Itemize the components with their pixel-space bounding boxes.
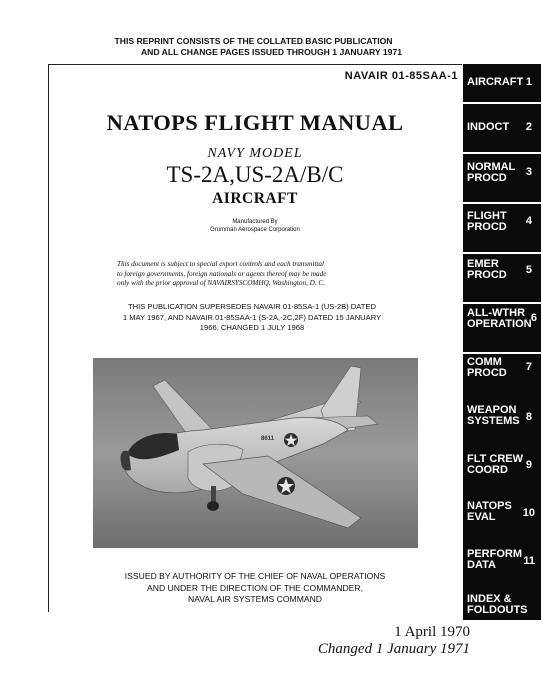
section-tab-number: 4 [525,215,532,227]
supersedes-line3: 1966, CHANGED 1 JULY 1968 [199,323,305,332]
aircraft-model: TS-2A,US-2A/B/C [166,162,344,187]
authority-line3: NAVAL AIR SYSTEMS COMMAND [187,594,323,604]
manufacturer-line2: Grumman Aerospace Corporation [210,226,300,233]
section-tab-label: INDEX & FOLDOUTS [467,593,528,616]
tail-number: 8611 [261,436,275,442]
reprint-notice-line2: AND ALL CHANGE PAGES ISSUED THROUGH 1 JANUARY 1971 [140,47,403,57]
section-tab-label: COMM PROCD [467,356,507,379]
authority-line2: AND UNDER THE DIRECTION OF THE COMMANDER, [147,582,363,593]
aircraft-photo [93,358,418,548]
section-tab-number: 2 [525,121,532,133]
section-tab-9[interactable] [463,450,541,498]
manual-title: NATOPS FLIGHT MANUAL [106,110,404,135]
section-tab-label: INDOCT [467,121,510,133]
reprint-notice [0,36,543,58]
section-tab-label: WEAPON SYSTEMS [467,404,520,427]
manufacturer [48,219,462,234]
section-tab-number: 10 [522,507,535,519]
section-tab-5[interactable] [463,254,541,302]
authority-statement [48,571,462,606]
aircraft-label: AIRCRAFT [212,190,298,207]
section-tab-3[interactable] [463,154,541,202]
section-tab-7[interactable] [463,354,541,402]
section-tab-label: EMER PROCD [467,258,507,281]
section-tab-number: 8 [525,411,532,423]
supersedes-notice [72,302,432,334]
section-tab-label: NORMAL PROCD [467,161,516,184]
reprint-notice-line1: THIS REPRINT CONSISTS OF THE COLLATED BASIC PUBLICATION [114,36,393,46]
section-tab-10[interactable] [463,498,541,546]
export-notice [117,260,417,289]
section-tab-label: PERFORM DATA [467,548,522,571]
issue-date: 1 April 1970 [394,624,470,640]
supersedes-line1: THIS PUBLICATION SUPERSEDES NAVAIR 01-85SA-1 (US-2B) DATED [128,302,376,311]
section-tab-2[interactable] [463,104,541,152]
manufacturer-line1: Manufactured By [232,219,278,225]
section-tab-number: 11 [523,555,535,567]
export-notice-line1: This document is subject to special export controls and each transmittal [117,260,324,268]
section-tab-number: 5 [525,264,532,276]
section-tab-label: FLIGHT PROCD [467,210,507,233]
section-tab-label: NATOPS EVAL [467,500,512,523]
section-tab-label: FLT CREW COORD [467,453,524,476]
navy-model-label: NAVY MODEL [207,146,303,161]
section-tab-number: 1 [525,76,532,88]
section-tab-4[interactable] [463,204,541,252]
section-tab-number: 3 [525,166,532,178]
section-tab-number: 6 [530,312,537,324]
section-tab-8[interactable] [463,402,541,450]
change-date: Changed 1 January 1971 [317,641,470,657]
supersedes-line2: 1 MAY 1967, AND NAVAIR 01-85SAA-1 (S-2A,-2C,2F) DATED 15 JANUARY [122,312,382,322]
export-notice-line3: only with the prior approval of NAVAIRSYSCOMHQ, Washington, D. C. [117,279,326,287]
section-tab-6[interactable] [463,304,541,352]
section-tab-11[interactable] [463,546,541,592]
section-tab-label: AIRCRAFT [467,76,524,88]
landing-wheel [207,501,219,511]
section-tab-label: ALL-WTHR OPERATION [467,307,532,330]
section-tab-number: 9 [525,459,532,471]
section-tab-1[interactable] [463,64,541,102]
section-tab-number: 7 [525,361,532,373]
section-tab-index[interactable] [463,592,541,620]
authority-line1: ISSUED BY AUTHORITY OF THE CHIEF OF NAVAL OPERATIONS [124,571,386,581]
export-notice-line2: to foreign governments, foreign nationals or agents thereof may be made [117,269,327,278]
publication-number: NAVAIR 01-85SAA-1 [344,70,458,82]
